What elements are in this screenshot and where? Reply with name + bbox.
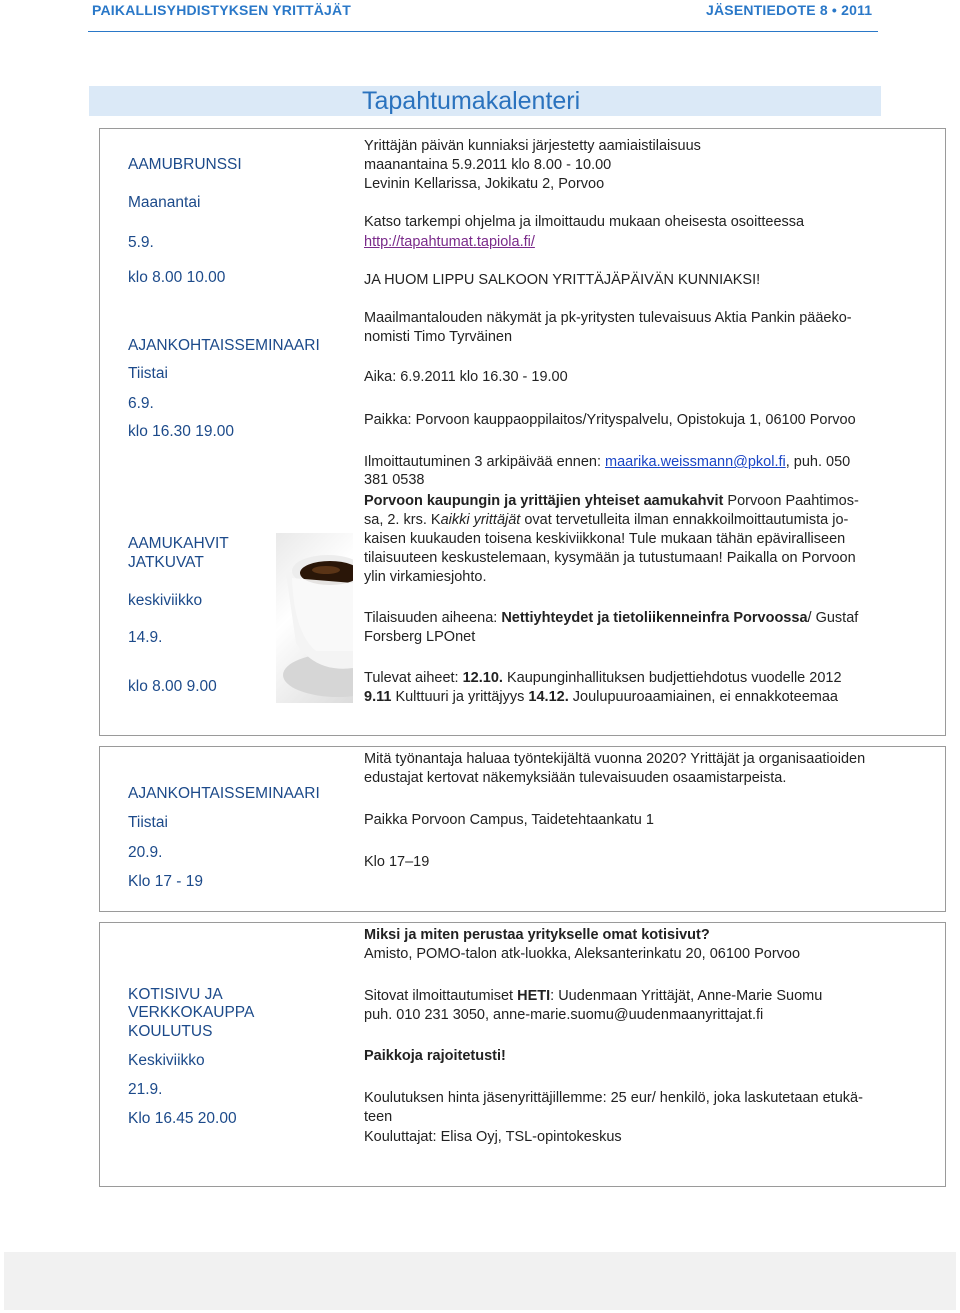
event-text: Yrittäjän päivän kunniaksi järjestetty aamiaistilaisuus bbox=[364, 138, 701, 154]
event-topic-speaker: Forsberg LPOnet bbox=[364, 629, 476, 645]
event-text: ylin virkamiesjohto. bbox=[364, 569, 487, 585]
event-text: maanantaina 5.9.2011 klo 8.00 - 10.00 bbox=[364, 157, 612, 173]
topic-title: Nettiyhteydet ja tietoliikenneinfra Porvoossa bbox=[501, 610, 808, 626]
event-text: edustajat kertovat näkemyksiään tulevaisuuden osaamistarpeista. bbox=[364, 770, 787, 786]
event-title: KOTISIVU JA bbox=[128, 986, 223, 1003]
event-registration-phone: 381 0538 bbox=[364, 472, 425, 488]
event-link[interactable]: http://tapahtumat.tapiola.fi/ bbox=[364, 234, 535, 250]
event-text bbox=[364, 511, 848, 530]
upcoming-topics bbox=[364, 669, 842, 688]
event-text bbox=[364, 492, 859, 511]
event-note: JA HUOM LIPPU SALKOON YRITTÄJÄPÄIVÄN KUNNIAKSI! bbox=[364, 272, 761, 288]
event-time: klo 8.00 9.00 bbox=[128, 678, 217, 695]
event-title: AAMUBRUNSSI bbox=[128, 156, 242, 173]
event-day: Maanantai bbox=[128, 194, 201, 211]
event-time: klo 16.30 19.00 bbox=[128, 423, 235, 440]
upcoming-date: 9.11 bbox=[364, 689, 392, 705]
upcoming-topic: Kulttuuri ja yrittäjyys bbox=[391, 689, 529, 705]
registration-email-link[interactable]: maarika.weissmann@pkol.fi bbox=[605, 454, 786, 470]
upcoming-label: Tulevat aiheet: bbox=[364, 670, 463, 686]
event-highlight: Porvoon kaupungin ja yrittäjien yhteiset aamukahvit bbox=[364, 493, 724, 509]
event-date: 21.9. bbox=[128, 1081, 163, 1098]
coffee-cup-image bbox=[276, 533, 353, 703]
event-text: Maailmantalouden näkymät ja pk-yritysten tulevaisuus Aktia Pankin pääeko- bbox=[364, 310, 852, 326]
event-title: AJANKOHTAISSEMINAARI bbox=[128, 785, 320, 802]
page-title: Tapahtumakalenteri bbox=[362, 87, 581, 115]
event-text: nomisti Timo Tyrväinen bbox=[364, 329, 513, 345]
registration-label: Ilmoittautuminen 3 arkipäivää ennen: bbox=[364, 454, 606, 470]
event-date: 5.9. bbox=[128, 234, 154, 251]
upcoming-date: 12.10. bbox=[462, 670, 503, 686]
event-time: Klo 16.45 20.00 bbox=[128, 1110, 237, 1127]
event-place: Amisto, POMO-talon atk-luokka, Aleksanterinkatu 20, 06100 Porvoo bbox=[364, 946, 801, 962]
event-text: Katso tarkempi ohjelma ja ilmoittaudu mukaan oheisesta osoitteessa bbox=[364, 214, 805, 230]
event-date: 6.9. bbox=[128, 395, 154, 412]
event-date: 20.9. bbox=[128, 844, 163, 861]
topic-speaker: / Gustaf bbox=[807, 610, 859, 626]
event-contact: puh. 010 231 3050, anne-marie.suomu@uudenmaanyrittajat.fi bbox=[364, 1007, 764, 1023]
event-price: teen bbox=[364, 1109, 393, 1125]
event-place: Paikka: Porvoon kauppaoppilaitos/Yrityspalvelu, Opistokuja 1, 06100 Porvoo bbox=[364, 412, 856, 428]
event-trainers: Kouluttajat: Elisa Oyj, TSL-opintokeskus bbox=[364, 1129, 622, 1145]
event-text: kaisen kuukauden toisena keskiviikkona! Tule mukaan tähän epäviralliseen bbox=[364, 531, 846, 547]
event-text: Mitä työnantaja haluaa työntekijältä vuonna 2020? Yrittäjät ja organisaatioiden bbox=[364, 751, 866, 767]
event-day: Tiistai bbox=[128, 814, 168, 831]
event-text-rest: ovat tervetulleita ilman ennakkoilmoittautumista jo- bbox=[520, 512, 849, 528]
upcoming-topic: Kaupunginhallituksen budjettiehdotus vuodelle 2012 bbox=[502, 670, 842, 686]
event-time: Klo 17 - 19 bbox=[128, 873, 203, 890]
event-title: AAMUKAHVIT bbox=[128, 535, 229, 552]
registration-label: Sitovat ilmoittautumiset bbox=[364, 988, 518, 1004]
event-title: AJANKOHTAISSEMINAARI bbox=[128, 337, 320, 354]
event-time: klo 8.00 10.00 bbox=[128, 269, 226, 286]
upcoming-topics bbox=[364, 688, 838, 707]
registration-phone-label: , puh. 050 bbox=[785, 454, 851, 470]
event-day: Keskiviikko bbox=[128, 1052, 205, 1069]
event-date: 14.9. bbox=[128, 629, 163, 646]
event-registration bbox=[364, 453, 850, 472]
event-text: Levinin Kellarissa, Jokikatu 2, Porvoo bbox=[364, 176, 605, 192]
newsletter-org-name: PAIKALLISYHDISTYKSEN YRITTÄJÄT bbox=[92, 2, 352, 18]
event-price: Koulutuksen hinta jäsenyrittäjillemme: 25 eur/ henkilö, joka laskutetaan etukä- bbox=[364, 1090, 863, 1106]
event-registration bbox=[364, 987, 822, 1006]
upcoming-topic: Joulupuuroaamiainen, ei ennakkoteemaa bbox=[568, 689, 838, 705]
registration-urgent: HETI bbox=[517, 988, 551, 1004]
event-question: Miksi ja miten perustaa yritykselle omat kotisivut? bbox=[364, 927, 710, 943]
event-title: KOULUTUS bbox=[128, 1023, 213, 1040]
event-time-detail: Aika: 6.9.2011 klo 16.30 - 19.00 bbox=[364, 369, 568, 385]
event-time-detail: Klo 17–19 bbox=[364, 854, 430, 870]
event-place: Paikka Porvoon Campus, Taidetehtaankatu 1 bbox=[364, 812, 654, 828]
event-topic bbox=[364, 609, 858, 628]
event-text: tilaisuuteen keskustelemaan, kysymään ja tutustumaan! Paikalla on Porvoon bbox=[364, 550, 856, 566]
event-title: JATKUVAT bbox=[128, 554, 204, 571]
newsletter-issue: JÄSENTIEDOTE 8 • 2011 bbox=[706, 2, 873, 18]
topic-label: Tilaisuuden aiheena: bbox=[364, 610, 502, 626]
event-day: keskiviikko bbox=[128, 592, 203, 609]
event-text-rest: Porvoon Paahtimos- bbox=[723, 493, 859, 509]
footer-bar bbox=[4, 1252, 956, 1310]
event-limited-note: Paikkoja rajoitetusti! bbox=[364, 1048, 506, 1064]
event-text-pre: sa, 2. krs. K bbox=[364, 512, 441, 528]
event-emphasis: aikki yrittäjät bbox=[440, 512, 521, 528]
header-divider bbox=[88, 31, 878, 32]
upcoming-date: 14.12. bbox=[528, 689, 569, 705]
event-day: Tiistai bbox=[128, 365, 168, 382]
registration-contact: : Uudenmaan Yrittäjät, Anne-Marie Suomu bbox=[550, 988, 823, 1004]
event-title: VERKKOKAUPPA bbox=[128, 1004, 255, 1021]
